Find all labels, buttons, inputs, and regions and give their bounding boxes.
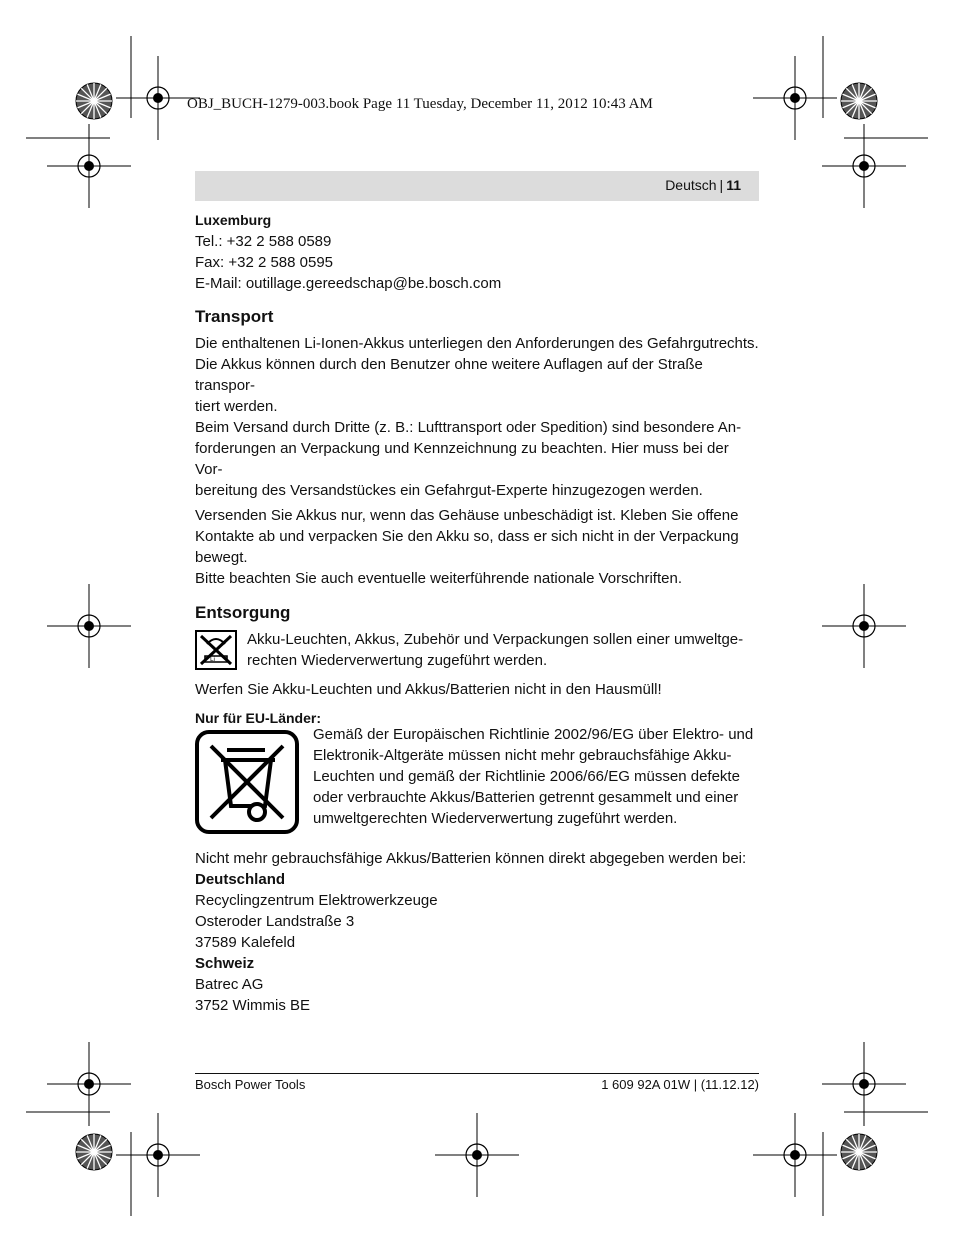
footer-publisher: Bosch Power Tools: [195, 1077, 306, 1092]
text-line: bewegt.: [195, 549, 248, 566]
header-language: Deutsch: [665, 177, 717, 193]
eu-notice: [195, 726, 759, 834]
registration-mark-icon: [47, 584, 131, 668]
starburst-target-icon: [841, 1134, 877, 1170]
address-line: Osteroder Landstraße 3: [195, 913, 355, 930]
luxembourg-title: Luxemburg: [195, 212, 272, 228]
footer-doc-id: 1 609 92A 01W | (11.12.12): [601, 1077, 759, 1092]
text-line: forderungen an Verpackung und Kennzeichnung zu beachten. Hier muss bei der Vor-: [195, 440, 729, 478]
address-line: 37589 Kalefeld: [195, 934, 296, 951]
text-line: Elektronik-Altgeräte müssen nicht mehr gebrauchsfähige Akku-: [313, 747, 732, 764]
address-line: Recyclingzentrum Elektrowerkzeuge: [195, 892, 438, 909]
registration-mark-icon: [822, 1042, 906, 1126]
text-line: Beim Versand durch Dritte (z. B.: Lufttransport oder Spedition) sind besondere An-: [195, 419, 742, 436]
print-slug: OBJ_BUCH-1279-003.book Page 11 Tuesday, December 11, 2012 10:43 AM: [187, 96, 653, 112]
page-footer: [195, 1073, 759, 1092]
transport-heading: Transport: [195, 307, 274, 326]
page-header: Deutsch | 11: [195, 171, 759, 201]
eu-label: Nur für EU-Länder:: [195, 710, 321, 726]
transport-para-2: [195, 417, 759, 501]
registration-mark-icon: [822, 124, 906, 208]
starburst-target-icon: [76, 83, 112, 119]
svg-text:Li: Li: [210, 656, 216, 663]
luxembourg-email: E-Mail: outillage.gereedschap@be.bosch.com: [195, 275, 502, 292]
registration-mark-icon: [822, 584, 906, 668]
address-line: 3752 Wimmis BE: [195, 997, 311, 1014]
text-line: Akku-Leuchten, Akkus, Zubehör und Verpackungen sollen einer umweltge-: [247, 631, 744, 648]
text-line: Leuchten und gemäß der Richtlinie 2006/66/EG müssen defekte: [313, 768, 740, 785]
registration-mark-icon: [47, 1042, 131, 1126]
crossed-out-wheelie-bin-icon: [195, 730, 299, 834]
disposal-heading: Entsorgung: [195, 603, 291, 622]
transport-para-3: [195, 505, 759, 568]
household-warning: Werfen Sie Akku-Leuchten und Akkus/Batterien nicht in den Hausmüll!: [195, 681, 662, 698]
page-number: 11: [726, 177, 741, 193]
switzerland-title: Schweiz: [195, 955, 255, 972]
registration-mark-icon: [116, 1113, 200, 1197]
text-line: Versenden Sie Akkus nur, wenn das Gehäuse unbeschädigt ist. Kleben Sie offene: [195, 507, 739, 524]
text-line: Die enthaltenen Li-Ionen-Akkus unterliegen den Anforderungen des Gefahrgutrechts.: [195, 335, 759, 352]
luxembourg-fax: Fax: +32 2 588 0595: [195, 254, 334, 271]
luxembourg-tel: Tel.: +32 2 588 0589: [195, 233, 332, 250]
address-line: Batrec AG: [195, 976, 264, 993]
registration-mark-icon: [435, 1113, 519, 1197]
text-line: Gemäß der Europäischen Richtlinie 2002/96/EG über Elektro- und: [313, 726, 754, 743]
transport-para-1: [195, 333, 759, 417]
starburst-target-icon: [76, 1134, 112, 1170]
text-line: umweltgerechten Wiederverwertung zugeführt werden.: [313, 810, 678, 827]
starburst-target-icon: [841, 83, 877, 119]
germany-address: [195, 869, 759, 953]
recycle-notice: [195, 629, 759, 671]
registration-mark-icon: [753, 1113, 837, 1197]
registration-mark-icon: [753, 56, 837, 140]
recycle-crossed-icon: [195, 630, 237, 670]
text-line: bereitung des Versandstückes ein Gefahrgut-Experte hinzugezogen werden.: [195, 482, 703, 499]
germany-title: Deutschland: [195, 871, 286, 888]
return-intro: Nicht mehr gebrauchsfähige Akkus/Batterien können direkt abgegeben werden bei:: [195, 850, 747, 867]
registration-mark-icon: [47, 124, 131, 208]
page-content: [195, 210, 759, 1016]
text-line: oder verbrauchte Akkus/Batterien getrennt gesammelt und einer: [313, 789, 739, 806]
switzerland-address: [195, 953, 759, 1016]
luxembourg-contact: [195, 210, 759, 294]
text-line: Die Akkus können durch den Benutzer ohne weitere Auflagen auf der Straße transpor-: [195, 356, 703, 394]
text-line: tiert werden.: [195, 398, 278, 415]
text-line: rechten Wiederverwertung zugeführt werden.: [247, 652, 548, 669]
transport-para-4: Bitte beachten Sie auch eventuelle weiterführende nationale Vorschriften.: [195, 570, 682, 587]
text-line: Kontakte ab und verpacken Sie den Akku so, dass er sich nicht in der Verpackung: [195, 528, 739, 545]
